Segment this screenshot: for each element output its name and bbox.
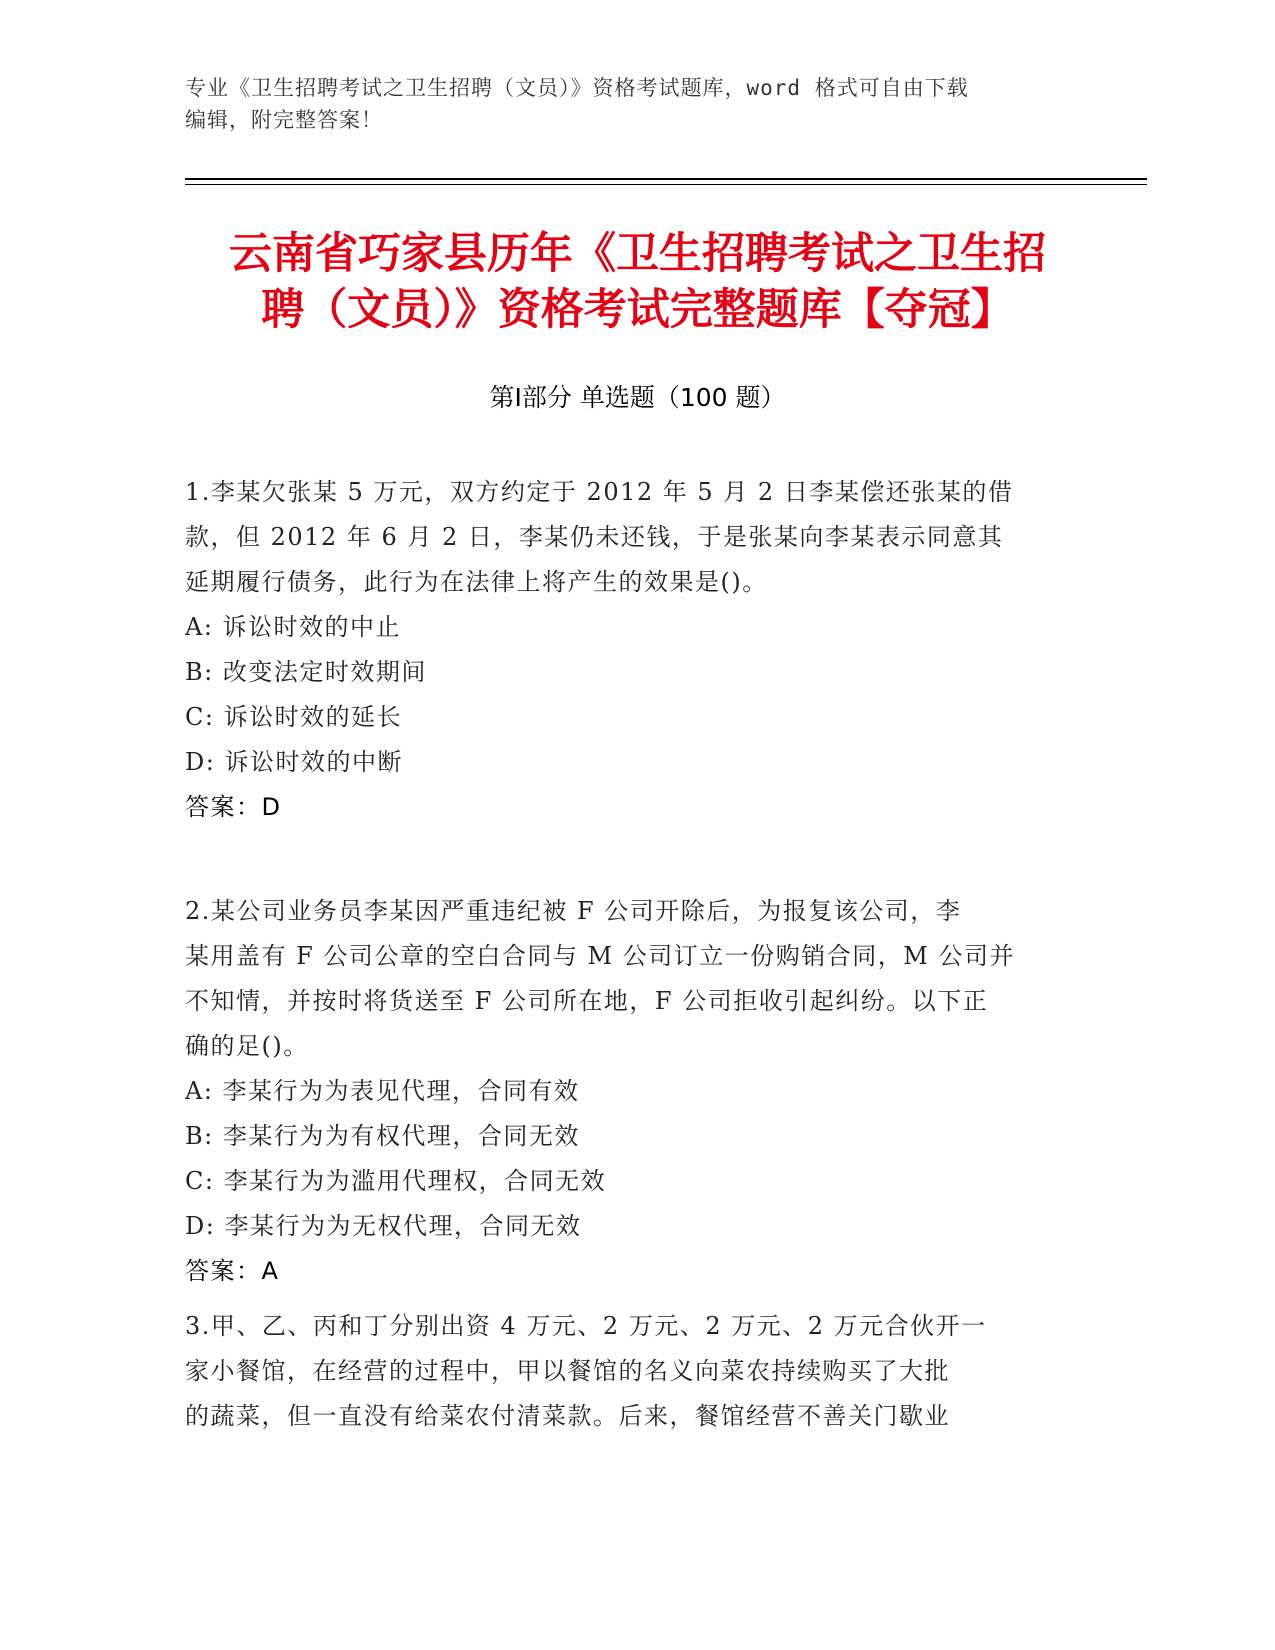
question-2-option-c: C: 李某行为为滥用代理权，合同无效	[185, 1167, 607, 1195]
question-3-stem-line-3: 的蔬菜，但一直没有给菜农付清菜款。后来，餐馆经营不善关门歇业	[185, 1402, 950, 1430]
document-title-line-1: 云南省巧家县历年《卫生招聘考试之卫生招	[229, 229, 1046, 279]
question-1-option-c: C: 诉讼时效的延长	[185, 703, 403, 731]
document-title	[185, 226, 1090, 338]
question-1-answer: 答案：D	[185, 793, 282, 821]
question-2-option-b: B: 李某行为为有权代理，合同无效	[185, 1122, 580, 1150]
question-1-option-b: B: 改变法定时效期间	[185, 658, 427, 686]
question-2-option-d: D: 李某行为为无权代理，合同无效	[185, 1212, 582, 1240]
question-2	[185, 889, 1075, 1294]
question-2-stem-line-3: 不知情，并按时将货送至 F 公司所在地，F 公司拒收引起纠纷。以下正	[185, 987, 989, 1015]
header-note-line-2: 编辑，附完整答案！	[185, 108, 383, 132]
question-1-stem-line-2: 款，但 2012 年 6 月 2 日，李某仍未还钱，于是张某向李某表示同意其	[185, 523, 1004, 551]
question-2-option-a: A: 李某行为为表见代理，合同有效	[185, 1077, 580, 1105]
question-1-stem-line-3: 延期履行债务，此行为在法律上将产生的效果是()。	[185, 568, 768, 596]
document-header-note	[185, 72, 1085, 136]
question-1	[185, 470, 1075, 830]
question-2-stem-line-1: 2.某公司业务员李某因严重违纪被 F 公司开除后，为报复该公司，李	[185, 897, 962, 925]
header-divider-thick	[185, 178, 1147, 180]
question-3-stem-line-1: 3.甲、乙、丙和丁分别出资 4 万元、2 万元、2 万元、2 万元合伙开一	[185, 1312, 987, 1340]
question-1-stem-line-1: 1.李某欠张某 5 万元，双方约定于 2012 年 5 月 2 日李某偿还张某的借	[185, 478, 1014, 506]
question-3-stem-line-2: 家小餐馆，在经营的过程中，甲以餐馆的名义向菜农持续购买了大批	[185, 1357, 950, 1385]
section-title: 第Ⅰ部分 单选题（100 题）	[489, 383, 786, 412]
question-2-stem-line-2: 某用盖有 F 公司公章的空白合同与 M 公司订立一份购销合同，M 公司并	[185, 942, 1015, 970]
question-3	[185, 1304, 1075, 1439]
question-1-option-a: A: 诉讼时效的中止	[185, 613, 402, 641]
question-1-option-d: D: 诉讼时效的中断	[185, 748, 403, 776]
document-title-line-2: 聘（文员）》资格考试完整题库【夺冠】	[261, 285, 1014, 335]
header-note-line-1: 专业《卫生招聘考试之卫生招聘（文员）》资格考试题库，word 格式可自由下载	[185, 76, 969, 100]
question-2-stem-line-4: 确的足()。	[185, 1032, 309, 1060]
question-2-answer: 答案：A	[185, 1257, 280, 1285]
header-divider-thin	[185, 184, 1147, 185]
